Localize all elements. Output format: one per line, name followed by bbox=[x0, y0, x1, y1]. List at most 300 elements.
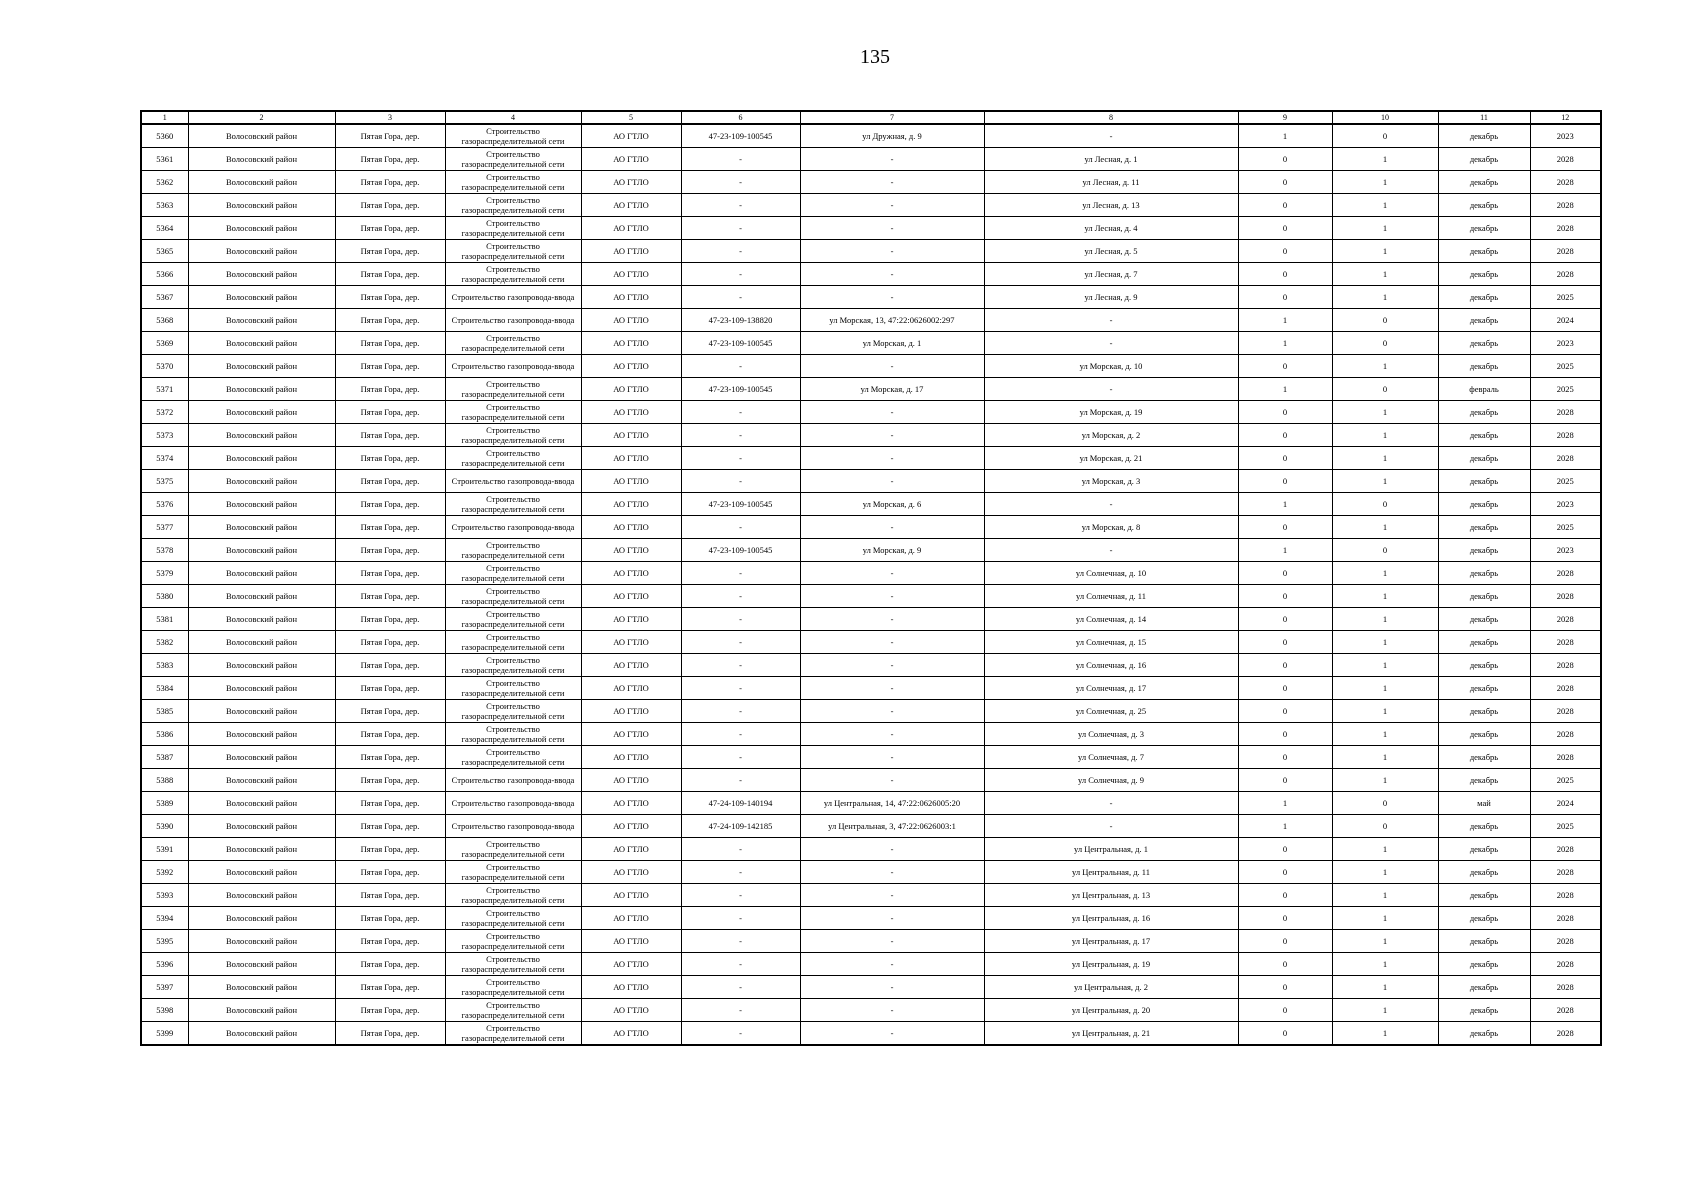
row-number-cell: 5382 bbox=[141, 631, 188, 654]
year-cell: 2025 bbox=[1530, 516, 1601, 539]
row-number-cell: 5368 bbox=[141, 309, 188, 332]
count-a-cell: 0 bbox=[1238, 516, 1332, 539]
district-cell: Волосовский район bbox=[188, 654, 335, 677]
address-cadastral-cell: - bbox=[800, 700, 984, 723]
address-cell: ул Лесная, д. 9 bbox=[984, 286, 1238, 309]
settlement-cell: Пятая Гора, дер. bbox=[335, 355, 445, 378]
year-cell: 2028 bbox=[1530, 907, 1601, 930]
address-cell: ул Солнечная, д. 17 bbox=[984, 677, 1238, 700]
address-cell: ул Солнечная, д. 11 bbox=[984, 585, 1238, 608]
month-cell: декабрь bbox=[1438, 838, 1530, 861]
table-row bbox=[141, 309, 1601, 332]
count-b-cell: 1 bbox=[1332, 355, 1438, 378]
year-cell: 2028 bbox=[1530, 700, 1601, 723]
column-header: 4 bbox=[445, 111, 581, 124]
table-header-row bbox=[141, 111, 1601, 124]
work-type-cell: Строительство газораспределительной сети bbox=[445, 700, 581, 723]
month-cell: декабрь bbox=[1438, 194, 1530, 217]
settlement-cell: Пятая Гора, дер. bbox=[335, 815, 445, 838]
year-cell: 2023 bbox=[1530, 332, 1601, 355]
row-number-cell: 5381 bbox=[141, 608, 188, 631]
table-row bbox=[141, 769, 1601, 792]
year-cell: 2025 bbox=[1530, 815, 1601, 838]
table-row bbox=[141, 470, 1601, 493]
settlement-cell: Пятая Гора, дер. bbox=[335, 516, 445, 539]
district-cell: Волосовский район bbox=[188, 539, 335, 562]
count-b-cell: 1 bbox=[1332, 654, 1438, 677]
organization-cell: АО ГТЛО bbox=[581, 631, 681, 654]
work-type-cell: Строительство газораспределительной сети bbox=[445, 1022, 581, 1046]
work-type-cell: Строительство газораспределительной сети bbox=[445, 424, 581, 447]
table-body bbox=[141, 124, 1601, 1045]
work-type-cell: Строительство газораспределительной сети bbox=[445, 953, 581, 976]
year-cell: 2028 bbox=[1530, 746, 1601, 769]
month-cell: декабрь bbox=[1438, 815, 1530, 838]
address-cell: ул Лесная, д. 7 bbox=[984, 263, 1238, 286]
row-number-cell: 5396 bbox=[141, 953, 188, 976]
row-number-cell: 5380 bbox=[141, 585, 188, 608]
month-cell: декабрь bbox=[1438, 884, 1530, 907]
year-cell: 2028 bbox=[1530, 838, 1601, 861]
count-a-cell: 0 bbox=[1238, 355, 1332, 378]
organization-cell: АО ГТЛО bbox=[581, 976, 681, 999]
count-b-cell: 1 bbox=[1332, 723, 1438, 746]
table-row bbox=[141, 194, 1601, 217]
address-cell: - bbox=[984, 493, 1238, 516]
count-a-cell: 0 bbox=[1238, 194, 1332, 217]
organization-cell: АО ГТЛО bbox=[581, 608, 681, 631]
district-cell: Волосовский район bbox=[188, 723, 335, 746]
organization-cell: АО ГТЛО bbox=[581, 769, 681, 792]
count-a-cell: 0 bbox=[1238, 930, 1332, 953]
work-type-cell: Строительство газопровода-ввода bbox=[445, 309, 581, 332]
row-number-cell: 5373 bbox=[141, 424, 188, 447]
settlement-cell: Пятая Гора, дер. bbox=[335, 654, 445, 677]
address-cell: ул Лесная, д. 11 bbox=[984, 171, 1238, 194]
year-cell: 2025 bbox=[1530, 769, 1601, 792]
settlement-cell: Пятая Гора, дер. bbox=[335, 171, 445, 194]
work-type-cell: Строительство газораспределительной сети bbox=[445, 677, 581, 700]
permit-number-cell: - bbox=[681, 953, 800, 976]
count-b-cell: 0 bbox=[1332, 539, 1438, 562]
month-cell: декабрь bbox=[1438, 493, 1530, 516]
month-cell: декабрь bbox=[1438, 1022, 1530, 1046]
count-b-cell: 1 bbox=[1332, 631, 1438, 654]
permit-number-cell: - bbox=[681, 838, 800, 861]
month-cell: декабрь bbox=[1438, 447, 1530, 470]
count-b-cell: 1 bbox=[1332, 930, 1438, 953]
count-a-cell: 1 bbox=[1238, 815, 1332, 838]
column-header: 5 bbox=[581, 111, 681, 124]
permit-number-cell: - bbox=[681, 171, 800, 194]
year-cell: 2028 bbox=[1530, 608, 1601, 631]
table-row bbox=[141, 171, 1601, 194]
month-cell: декабрь bbox=[1438, 608, 1530, 631]
count-b-cell: 1 bbox=[1332, 700, 1438, 723]
settlement-cell: Пятая Гора, дер. bbox=[335, 953, 445, 976]
year-cell: 2028 bbox=[1530, 401, 1601, 424]
count-a-cell: 1 bbox=[1238, 309, 1332, 332]
organization-cell: АО ГТЛО bbox=[581, 539, 681, 562]
address-cadastral-cell: - bbox=[800, 401, 984, 424]
month-cell: декабрь bbox=[1438, 424, 1530, 447]
permit-number-cell: - bbox=[681, 355, 800, 378]
count-a-cell: 0 bbox=[1238, 562, 1332, 585]
count-a-cell: 0 bbox=[1238, 585, 1332, 608]
table-row bbox=[141, 746, 1601, 769]
count-b-cell: 1 bbox=[1332, 148, 1438, 171]
table-row bbox=[141, 884, 1601, 907]
address-cadastral-cell: - bbox=[800, 723, 984, 746]
month-cell: декабрь bbox=[1438, 976, 1530, 999]
row-number-cell: 5384 bbox=[141, 677, 188, 700]
registry-table bbox=[140, 110, 1602, 1046]
address-cell: ул Морская, д. 2 bbox=[984, 424, 1238, 447]
work-type-cell: Строительство газораспределительной сети bbox=[445, 539, 581, 562]
year-cell: 2028 bbox=[1530, 884, 1601, 907]
district-cell: Волосовский район bbox=[188, 171, 335, 194]
district-cell: Волосовский район bbox=[188, 1022, 335, 1046]
work-type-cell: Строительство газораспределительной сети bbox=[445, 124, 581, 148]
column-header: 7 bbox=[800, 111, 984, 124]
count-a-cell: 0 bbox=[1238, 148, 1332, 171]
settlement-cell: Пятая Гора, дер. bbox=[335, 378, 445, 401]
organization-cell: АО ГТЛО bbox=[581, 493, 681, 516]
table-row bbox=[141, 700, 1601, 723]
row-number-cell: 5363 bbox=[141, 194, 188, 217]
district-cell: Волосовский район bbox=[188, 631, 335, 654]
work-type-cell: Строительство газораспределительной сети bbox=[445, 240, 581, 263]
month-cell: декабрь bbox=[1438, 355, 1530, 378]
permit-number-cell: 47-23-109-100545 bbox=[681, 124, 800, 148]
district-cell: Волосовский район bbox=[188, 608, 335, 631]
organization-cell: АО ГТЛО bbox=[581, 562, 681, 585]
row-number-cell: 5399 bbox=[141, 1022, 188, 1046]
year-cell: 2024 bbox=[1530, 792, 1601, 815]
organization-cell: АО ГТЛО bbox=[581, 677, 681, 700]
year-cell: 2028 bbox=[1530, 148, 1601, 171]
row-number-cell: 5360 bbox=[141, 124, 188, 148]
work-type-cell: Строительство газораспределительной сети bbox=[445, 493, 581, 516]
organization-cell: АО ГТЛО bbox=[581, 263, 681, 286]
address-cell: - bbox=[984, 332, 1238, 355]
permit-number-cell: - bbox=[681, 585, 800, 608]
permit-number-cell: - bbox=[681, 516, 800, 539]
year-cell: 2028 bbox=[1530, 677, 1601, 700]
count-b-cell: 1 bbox=[1332, 401, 1438, 424]
district-cell: Волосовский район bbox=[188, 240, 335, 263]
address-cell: ул Морская, д. 8 bbox=[984, 516, 1238, 539]
count-a-cell: 1 bbox=[1238, 539, 1332, 562]
address-cadastral-cell: - bbox=[800, 217, 984, 240]
settlement-cell: Пятая Гора, дер. bbox=[335, 424, 445, 447]
year-cell: 2028 bbox=[1530, 976, 1601, 999]
address-cadastral-cell: - bbox=[800, 953, 984, 976]
permit-number-cell: - bbox=[681, 217, 800, 240]
address-cell: ул Центральная, д. 19 bbox=[984, 953, 1238, 976]
settlement-cell: Пятая Гора, дер. bbox=[335, 240, 445, 263]
count-a-cell: 0 bbox=[1238, 746, 1332, 769]
row-number-cell: 5377 bbox=[141, 516, 188, 539]
settlement-cell: Пятая Гора, дер. bbox=[335, 861, 445, 884]
count-b-cell: 1 bbox=[1332, 976, 1438, 999]
table-row bbox=[141, 493, 1601, 516]
year-cell: 2028 bbox=[1530, 263, 1601, 286]
count-b-cell: 1 bbox=[1332, 884, 1438, 907]
year-cell: 2028 bbox=[1530, 723, 1601, 746]
row-number-cell: 5394 bbox=[141, 907, 188, 930]
work-type-cell: Строительство газопровода-ввода bbox=[445, 792, 581, 815]
settlement-cell: Пятая Гора, дер. bbox=[335, 309, 445, 332]
district-cell: Волосовский район bbox=[188, 148, 335, 171]
row-number-cell: 5387 bbox=[141, 746, 188, 769]
column-header: 12 bbox=[1530, 111, 1601, 124]
work-type-cell: Строительство газораспределительной сети bbox=[445, 976, 581, 999]
district-cell: Волосовский район bbox=[188, 401, 335, 424]
district-cell: Волосовский район bbox=[188, 907, 335, 930]
work-type-cell: Строительство газораспределительной сети bbox=[445, 148, 581, 171]
address-cadastral-cell: ул Морская, 13, 47:22:0626002:297 bbox=[800, 309, 984, 332]
month-cell: декабрь bbox=[1438, 401, 1530, 424]
address-cell: - bbox=[984, 792, 1238, 815]
count-b-cell: 1 bbox=[1332, 424, 1438, 447]
address-cadastral-cell: ул Морская, д. 6 bbox=[800, 493, 984, 516]
organization-cell: АО ГТЛО bbox=[581, 723, 681, 746]
organization-cell: АО ГТЛО bbox=[581, 217, 681, 240]
address-cadastral-cell: - bbox=[800, 148, 984, 171]
count-b-cell: 1 bbox=[1332, 999, 1438, 1022]
district-cell: Волосовский район bbox=[188, 677, 335, 700]
address-cell: ул Центральная, д. 17 bbox=[984, 930, 1238, 953]
count-b-cell: 1 bbox=[1332, 286, 1438, 309]
organization-cell: АО ГТЛО bbox=[581, 930, 681, 953]
permit-number-cell: 47-24-109-142185 bbox=[681, 815, 800, 838]
organization-cell: АО ГТЛО bbox=[581, 401, 681, 424]
permit-number-cell: - bbox=[681, 194, 800, 217]
table-row bbox=[141, 263, 1601, 286]
address-cell: - bbox=[984, 539, 1238, 562]
row-number-cell: 5376 bbox=[141, 493, 188, 516]
work-type-cell: Строительство газораспределительной сети bbox=[445, 562, 581, 585]
count-a-cell: 1 bbox=[1238, 792, 1332, 815]
organization-cell: АО ГТЛО bbox=[581, 148, 681, 171]
address-cell: ул Морская, д. 3 bbox=[984, 470, 1238, 493]
address-cell: ул Лесная, д. 4 bbox=[984, 217, 1238, 240]
table-row bbox=[141, 976, 1601, 999]
table-row bbox=[141, 447, 1601, 470]
count-b-cell: 0 bbox=[1332, 309, 1438, 332]
address-cell: ул Центральная, д. 16 bbox=[984, 907, 1238, 930]
year-cell: 2028 bbox=[1530, 631, 1601, 654]
district-cell: Волосовский район bbox=[188, 194, 335, 217]
count-a-cell: 0 bbox=[1238, 263, 1332, 286]
count-a-cell: 0 bbox=[1238, 286, 1332, 309]
address-cadastral-cell: ул Центральная, 3, 47:22:0626003:1 bbox=[800, 815, 984, 838]
address-cadastral-cell: - bbox=[800, 171, 984, 194]
permit-number-cell: - bbox=[681, 470, 800, 493]
district-cell: Волосовский район bbox=[188, 838, 335, 861]
settlement-cell: Пятая Гора, дер. bbox=[335, 1022, 445, 1046]
year-cell: 2028 bbox=[1530, 953, 1601, 976]
address-cell: ул Центральная, д. 11 bbox=[984, 861, 1238, 884]
district-cell: Волосовский район bbox=[188, 378, 335, 401]
count-a-cell: 0 bbox=[1238, 654, 1332, 677]
address-cell: - bbox=[984, 124, 1238, 148]
column-header: 6 bbox=[681, 111, 800, 124]
work-type-cell: Строительство газопровода-ввода bbox=[445, 355, 581, 378]
organization-cell: АО ГТЛО bbox=[581, 332, 681, 355]
organization-cell: АО ГТЛО bbox=[581, 792, 681, 815]
organization-cell: АО ГТЛО bbox=[581, 516, 681, 539]
permit-number-cell: - bbox=[681, 999, 800, 1022]
row-number-cell: 5365 bbox=[141, 240, 188, 263]
district-cell: Волосовский район bbox=[188, 700, 335, 723]
organization-cell: АО ГТЛО bbox=[581, 746, 681, 769]
district-cell: Волосовский район bbox=[188, 217, 335, 240]
address-cadastral-cell: - bbox=[800, 999, 984, 1022]
year-cell: 2024 bbox=[1530, 309, 1601, 332]
row-number-cell: 5369 bbox=[141, 332, 188, 355]
row-number-cell: 5390 bbox=[141, 815, 188, 838]
count-b-cell: 0 bbox=[1332, 124, 1438, 148]
organization-cell: АО ГТЛО bbox=[581, 194, 681, 217]
count-a-cell: 1 bbox=[1238, 332, 1332, 355]
address-cadastral-cell: - bbox=[800, 884, 984, 907]
work-type-cell: Строительство газораспределительной сети bbox=[445, 263, 581, 286]
district-cell: Волосовский район bbox=[188, 792, 335, 815]
work-type-cell: Строительство газораспределительной сети bbox=[445, 217, 581, 240]
count-b-cell: 1 bbox=[1332, 746, 1438, 769]
year-cell: 2028 bbox=[1530, 171, 1601, 194]
row-number-cell: 5361 bbox=[141, 148, 188, 171]
settlement-cell: Пятая Гора, дер. bbox=[335, 608, 445, 631]
permit-number-cell: 47-23-109-100545 bbox=[681, 378, 800, 401]
permit-number-cell: - bbox=[681, 447, 800, 470]
table-row bbox=[141, 378, 1601, 401]
address-cadastral-cell: - bbox=[800, 240, 984, 263]
address-cell: - bbox=[984, 815, 1238, 838]
address-cell: ул Солнечная, д. 16 bbox=[984, 654, 1238, 677]
address-cadastral-cell: ул Морская, д. 17 bbox=[800, 378, 984, 401]
work-type-cell: Строительство газопровода-ввода bbox=[445, 769, 581, 792]
count-a-cell: 0 bbox=[1238, 424, 1332, 447]
count-b-cell: 1 bbox=[1332, 608, 1438, 631]
work-type-cell: Строительство газораспределительной сети bbox=[445, 884, 581, 907]
settlement-cell: Пятая Гора, дер. bbox=[335, 884, 445, 907]
table-row bbox=[141, 562, 1601, 585]
address-cadastral-cell: - bbox=[800, 930, 984, 953]
settlement-cell: Пятая Гора, дер. bbox=[335, 194, 445, 217]
work-type-cell: Строительство газораспределительной сети bbox=[445, 401, 581, 424]
row-number-cell: 5389 bbox=[141, 792, 188, 815]
row-number-cell: 5378 bbox=[141, 539, 188, 562]
page-number: 135 bbox=[860, 46, 890, 68]
count-a-cell: 0 bbox=[1238, 631, 1332, 654]
address-cell: ул Лесная, д. 5 bbox=[984, 240, 1238, 263]
count-a-cell: 1 bbox=[1238, 124, 1332, 148]
address-cell: ул Центральная, д. 20 bbox=[984, 999, 1238, 1022]
settlement-cell: Пятая Гора, дер. bbox=[335, 746, 445, 769]
permit-number-cell: - bbox=[681, 631, 800, 654]
year-cell: 2028 bbox=[1530, 1022, 1601, 1046]
organization-cell: АО ГТЛО bbox=[581, 447, 681, 470]
permit-number-cell: - bbox=[681, 723, 800, 746]
year-cell: 2028 bbox=[1530, 861, 1601, 884]
address-cell: ул Солнечная, д. 15 bbox=[984, 631, 1238, 654]
address-cadastral-cell: - bbox=[800, 746, 984, 769]
organization-cell: АО ГТЛО bbox=[581, 999, 681, 1022]
column-header: 10 bbox=[1332, 111, 1438, 124]
month-cell: декабрь bbox=[1438, 171, 1530, 194]
organization-cell: АО ГТЛО bbox=[581, 700, 681, 723]
district-cell: Волосовский район bbox=[188, 332, 335, 355]
month-cell: декабрь bbox=[1438, 470, 1530, 493]
district-cell: Волосовский район bbox=[188, 447, 335, 470]
address-cadastral-cell: ул Морская, д. 9 bbox=[800, 539, 984, 562]
address-cell: ул Лесная, д. 1 bbox=[984, 148, 1238, 171]
count-b-cell: 0 bbox=[1332, 493, 1438, 516]
count-b-cell: 1 bbox=[1332, 263, 1438, 286]
organization-cell: АО ГТЛО bbox=[581, 884, 681, 907]
district-cell: Волосовский район bbox=[188, 999, 335, 1022]
count-b-cell: 0 bbox=[1332, 332, 1438, 355]
count-b-cell: 1 bbox=[1332, 838, 1438, 861]
count-b-cell: 1 bbox=[1332, 677, 1438, 700]
district-cell: Волосовский район bbox=[188, 424, 335, 447]
district-cell: Волосовский район bbox=[188, 493, 335, 516]
count-a-cell: 0 bbox=[1238, 953, 1332, 976]
permit-number-cell: - bbox=[681, 861, 800, 884]
permit-number-cell: - bbox=[681, 700, 800, 723]
count-b-cell: 0 bbox=[1332, 792, 1438, 815]
settlement-cell: Пятая Гора, дер. bbox=[335, 539, 445, 562]
address-cadastral-cell: - bbox=[800, 769, 984, 792]
district-cell: Волосовский район bbox=[188, 286, 335, 309]
table-row bbox=[141, 815, 1601, 838]
row-number-cell: 5398 bbox=[141, 999, 188, 1022]
address-cadastral-cell: - bbox=[800, 976, 984, 999]
organization-cell: АО ГТЛО bbox=[581, 585, 681, 608]
work-type-cell: Строительство газораспределительной сети bbox=[445, 746, 581, 769]
district-cell: Волосовский район bbox=[188, 562, 335, 585]
settlement-cell: Пятая Гора, дер. bbox=[335, 723, 445, 746]
settlement-cell: Пятая Гора, дер. bbox=[335, 447, 445, 470]
year-cell: 2028 bbox=[1530, 424, 1601, 447]
month-cell: декабрь bbox=[1438, 148, 1530, 171]
year-cell: 2025 bbox=[1530, 355, 1601, 378]
count-b-cell: 1 bbox=[1332, 171, 1438, 194]
month-cell: декабрь bbox=[1438, 930, 1530, 953]
row-number-cell: 5383 bbox=[141, 654, 188, 677]
table-row bbox=[141, 401, 1601, 424]
address-cadastral-cell: ул Центральная, 14, 47:22:0626005:20 bbox=[800, 792, 984, 815]
work-type-cell: Строительство газораспределительной сети bbox=[445, 194, 581, 217]
settlement-cell: Пятая Гора, дер. bbox=[335, 631, 445, 654]
month-cell: декабрь bbox=[1438, 746, 1530, 769]
column-header: 1 bbox=[141, 111, 188, 124]
count-a-cell: 0 bbox=[1238, 470, 1332, 493]
work-type-cell: Строительство газопровода-ввода bbox=[445, 286, 581, 309]
month-cell: декабрь bbox=[1438, 769, 1530, 792]
address-cell: ул Центральная, д. 21 bbox=[984, 1022, 1238, 1046]
settlement-cell: Пятая Гора, дер. bbox=[335, 700, 445, 723]
year-cell: 2023 bbox=[1530, 124, 1601, 148]
table-row bbox=[141, 332, 1601, 355]
permit-number-cell: 47-23-109-100545 bbox=[681, 332, 800, 355]
count-a-cell: 0 bbox=[1238, 1022, 1332, 1046]
settlement-cell: Пятая Гора, дер. bbox=[335, 976, 445, 999]
work-type-cell: Строительство газопровода-ввода bbox=[445, 815, 581, 838]
